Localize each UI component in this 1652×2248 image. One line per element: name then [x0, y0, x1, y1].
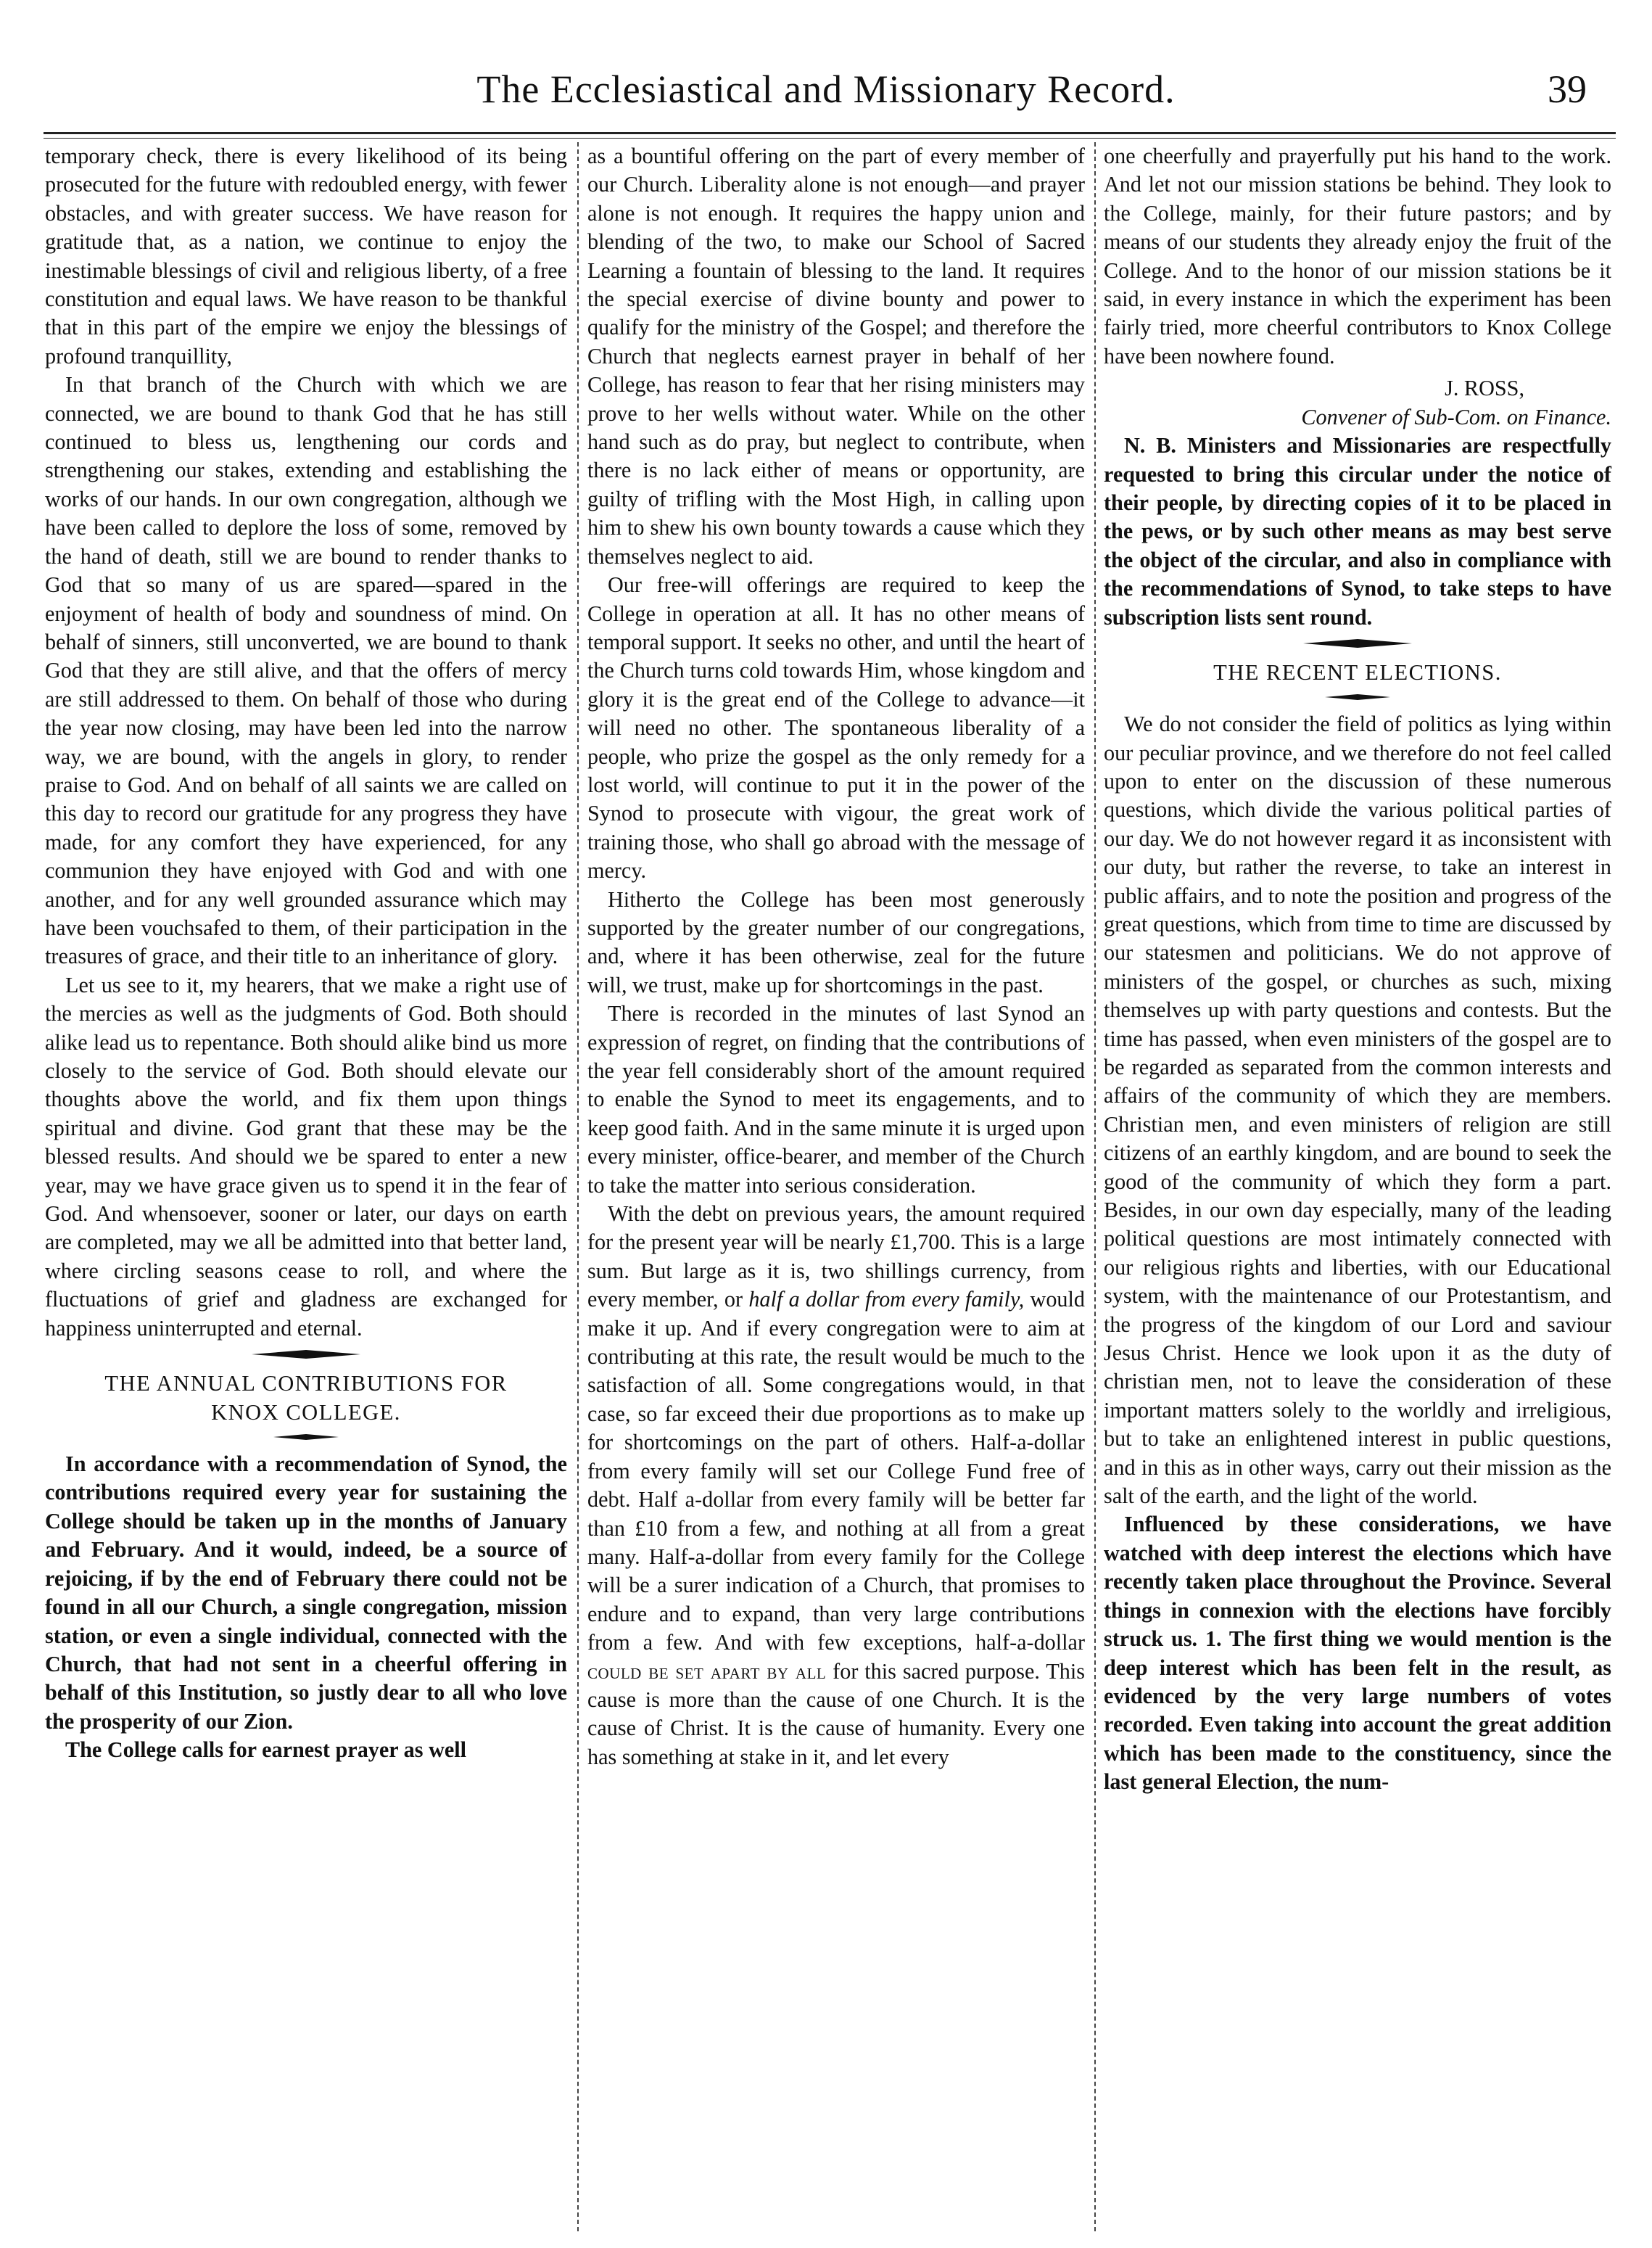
paragraph: We do not consider the field of politics as lying within our peculiar province, and we therefore do not feel called upon to enter on the discussion of these numerous questions, which divide the various political parties of our day. We do not however regard it as inconsistent with our duty, but rather the reverse, to take an interest in public affairs, and to note the position and progress of the great questions, which from time to time are discussed by our statesmen and politicians. We do not approve of ministers of the gospel, or churches as such, mixing themselves up with party questions and contests. But the time has passed, when even ministers of the gospel are to be regarded as separated from the common interests and affairs of the community of which they are members. Christian men, and even ministers of religion are still citizens of an earthly kingdom, and are bound to seek the good of the community of which they form a part. Besides, in our own day especially, many of the leading political questions are most intimately connected with our religious rights and liberties, with our Educational system, with the maintenance of our Protestantism, and the progress of the kingdom of our Lord and saviour Jesus Christ. Hence we look upon it as the duty of christian men, not to leave the consideration of these important matters solely to the worldly and irreligious, but to take an enlightened interest in public questions, and in this as in other ways, carry out their mission as the salt of the earth, and the light of the world.: [1104, 712, 1611, 1509]
paragraph: There is recorded in the minutes of last Synod an expression of regret, on finding that the contributions of the year fell considerably short of the amount required to enable the Synod to meet its engagements, and to keep good faith. And in the same minute it is urged upon every minister, office-bearer, and member of the Church to take the matter into serious consideration.: [587, 1001, 1085, 1198]
small-caps-run: could be set apart by all: [587, 1658, 827, 1684]
section-divider-ornament: [1303, 639, 1412, 648]
section-divider-ornament: [252, 1350, 360, 1359]
column-1: [45, 142, 567, 1765]
nota-bene-paragraph: N. B. Ministers and Missionaries are respectfully requested to bring this circular under the notice of their people, by directing copies of it to be placed in the pews, or by such other means as may best serve the object of the circular, and also in compliance with the recommendations of Synod, to take steps to have subscription lists sent round.: [1104, 433, 1611, 630]
paragraph: Hitherto the College has been most generously supported by the greater number of our congregations, and, where it has been otherwise, zeal for the future will, we trust, make up for shortcomings in the past.: [587, 886, 1085, 997]
running-head: [29, 57, 1623, 122]
section-heading-knox-college: [45, 1369, 567, 1427]
header-rule-thin: [44, 138, 1616, 139]
text-run: for this sacred purpose. This cause is more than the cause of one Church. It is the cause of Christ. It is the cause of humanity. Every one has something at stake in it, and let every: [587, 1658, 1085, 1769]
heading-underline-ornament: [273, 1434, 339, 1440]
section-heading-line: THE ANNUAL CONTRIBUTIONS FOR: [104, 1371, 508, 1396]
section-heading-recent-elections: THE RECENT ELECTIONS.: [1213, 660, 1502, 685]
paragraph: Let us see to it, my hearers, that we make a right use of the mercies as well as the judgments of God. Both should alike lead us to repentance. Both should alike bind us more closely to the service of God. Both should elevate our thoughts above the world, and fix them upon things spiritual and divine. God grant that these may be the blessed results. And should we be spared to enter a new year, may we have grace given us to spend it in the fear of God. And whensoever, sooner or later, our days on earth are completed, may we all be admitted into that better land, where circling seasons cease to roll, and where the fluctuations of grief and gladness are exchanged for happiness uninterrupted and eternal.: [45, 972, 567, 1341]
paragraph: In that branch of the Church with which we are connected, we are bound to thank God that he has still continued to bless us, lengthening our cords and strengthening our stakes, extending and establishing the works of our hands. In our own congregation, although we have been called to deplore the loss of some, removed by the hand of death, still we are bound to render thanks to God that so many of us are spared—spared in the enjoyment of health of body and soundness of mind. On behalf of sinners, still unconverted, we are bound to thank God that they are still alive, and that the offers of mercy are still addressed to them. On behalf of those who during the year now closing, may have been led into the narrow way, we are bound, with the angels in glory, to render praise to God. And on behalf of all saints we are called on this day to record our gratitude for any progress they have made, for any comfort they have experienced, for any communion they have enjoyed with God and with one another, and for any well grounded assurance which may have been vouchsafed to them, of their participation in the treasures of grace, and their title to an inheritance of glory.: [45, 372, 567, 969]
paragraph: as a bountiful offering on the part of every member of our Church. Liberality alone is not enough—and prayer alone is not enough. It requires the happy union and blending of the two, to make our School of Sacred Learning a fountain of blessing to the land. It requires the special exercise of divine bounty and power to qualify for the ministry of the Gospel; and therefore the Church that neglects earnest prayer in behalf of her College, has reason to fear that her rising ministers may prove to her wells without water. While on the other hand such as do pray, but neglect to contribute, when there is no lack either of means or opportunity, are guilty of trifling with the Most High, in calling upon him to shew his own bounty towards a cause which they themselves neglect to aid.: [587, 144, 1085, 569]
text-run: With the debt on previous years, the amount required for the present year will be nearly £1,700. This is a large sum. But large as it is, two shillings currency, from every member, or: [587, 1201, 1085, 1312]
column-3: [1104, 142, 1611, 1797]
section-heading-line: KNOX COLLEGE.: [211, 1400, 401, 1425]
paragraph: one cheerfully and prayerfully put his hand to the work. And let not our mission stations be behind. They look to the College, mainly, for their future pastors; and by means of our students they already enjoy the fruit of the College. And to the honor of our mission stations be it said, in every instance in which the experiment has been fairly tried, more cheerful contributors to Knox College have been nowhere found.: [1104, 144, 1611, 369]
header-rule-thick: [44, 132, 1616, 134]
heading-underline-ornament: [1325, 694, 1390, 700]
column-divider: [1094, 142, 1096, 2231]
paragraph: Our free-will offerings are required to keep the College in operation at all. It has no other means of temporal support. It seeks no other, and until the heart of the Church turns cold towards Him, whose kingdom and glory it is the great end of the College to advance—it will need no other. The spontaneous liberality of a people, who prize the gospel as the only remedy for a lost world, will continue to put it in the power of the Synod to prosecute with vigour, the great work of training those, who shall go abroad with the message of mercy.: [587, 572, 1085, 884]
text-run: would make it up. And if every congregation were to aim at contributing at this rate, the result would be much to the satisfaction of all. Some congregations would, in that case, so far exceed their due proportions as to make up for shortcomings on the part of others. Half-a-dollar from every family will set our College Fund free of debt. Half a-dollar from every family will be better far than £10 from a few, and nothing at all from a great many. Half-a-dollar from every family for the College will be a surer indication of a Church, that promises to endure and to expand, than very large contributions from a few. And with few exceptions, half-a-dollar: [587, 1287, 1085, 1655]
page-number: 39: [1548, 67, 1587, 111]
paragraph: temporary check, there is every likelihood of its being prosecuted for the future with redoubled energy, with fewer obstacles, and with greater success. We have reason for gratitude that, as a nation, we continue to enjoy the inestimable blessings of civil and religious liberty, of a free constitution and equal laws. We have reason to be thankful that in this part of the empire we enjoy the blessings of profound tranquillity,: [45, 144, 567, 369]
paragraph: [587, 1200, 1085, 1771]
paragraph: The College calls for earnest prayer as well: [65, 1737, 467, 1763]
running-title: The Ecclesiastical and Missionary Record.: [476, 67, 1176, 111]
signature-title: Convener of Sub-Com. on Finance.: [1301, 405, 1611, 430]
signature-name: J. ROSS,: [1445, 376, 1524, 401]
column-2: [587, 142, 1085, 1771]
italic-run: half a dollar from every family,: [748, 1287, 1025, 1312]
paragraph: Influenced by these considerations, we have watched with deep interest the elections which have recently taken place throughout the Province. Several things in connexion with the elections have forcibly struck us. 1. The first thing we would mention is the deep interest which has been felt in the result, as evidenced by the very large numbers of votes recorded. Even taking into account the great addition which has been made to the constituency, since the last general Election, the num-: [1104, 1512, 1611, 1795]
column-divider: [577, 142, 579, 2231]
paragraph: In accordance with a recommendation of Synod, the contributions required every year for sustaining the College should be taken up in the months of January and February. And it would, indeed, be a source of rejoicing, if by the end of February there could not be found in all our Church, a single congregation, mission station, or even a single individual, connected with the Church, that had not sent in a cheerful offering in behalf of this Institution, so justly dear to all who love the prosperity of our Zion.: [45, 1452, 567, 1734]
